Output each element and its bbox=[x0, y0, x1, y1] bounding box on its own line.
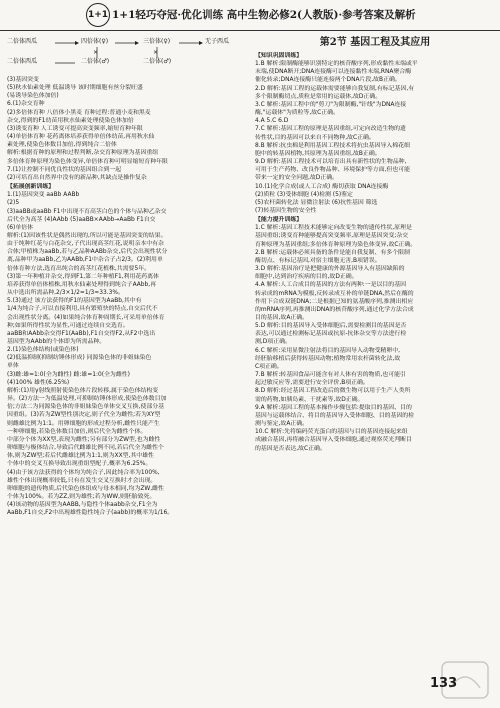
answer-line: AaBb,F1自交,F2中出现雄性隐性纯合子(aabb)的概率为1/16。 bbox=[7, 510, 174, 517]
diagram-tetraploid: 四倍体(♀) bbox=[81, 38, 109, 45]
section-heading: 【拓展创新训练】 bbox=[7, 184, 55, 191]
answer-line: 解析:(1)因该性状是偶然出现的,所以可能是基因突变的结果。 bbox=[7, 232, 167, 239]
answer-line: 8.B 解析:抗虫棉是利用基因工程技术将抗虫基因导入棉花细 bbox=[255, 142, 410, 149]
answer-line: 催化转录;DNA连接酶只能连接两个DNA片段,故B正确。 bbox=[255, 77, 401, 84]
answer-line: (4)100% 雄性(6.25%) bbox=[7, 379, 70, 386]
answer-line: 培养获得单倍体植株,用秋水仙素处理得到纯合子AAbb,再 bbox=[7, 281, 157, 288]
diagram-cross-2: × bbox=[153, 49, 159, 56]
answer-line: 多倍体育种原理为染色体变异,单倍体育种可明显缩短育种年限 bbox=[7, 158, 168, 165]
right-answer-text bbox=[255, 52, 495, 453]
diagram-cross-1: × bbox=[93, 49, 99, 56]
left-answer-text bbox=[7, 76, 249, 517]
answer-line: 2.(1)染色体结构(或染色体) bbox=[7, 347, 79, 354]
answer-line: 个体为100%。若为ZZ,则为雄性;若为WW,则胚胎致死。 bbox=[7, 493, 156, 500]
diagram-diploid-male-2: 二倍体(♂) bbox=[143, 58, 172, 65]
answer-line: (2)低温抑制(抑制纺锤体形成) 同源染色体的非姐妹染色 bbox=[7, 355, 152, 362]
answer-line: 的mRNA序列,再推测出DNA的核苷酸序列,通过化学方法合成 bbox=[255, 306, 414, 313]
answer-line: 后代全为高茎 (4)AAbb (5)aaBB×AAbb→AaBb F1自交 bbox=[7, 216, 156, 223]
answer-line: 会出现性状分离。(4)如果纯合体育种周期长,可采用单倍体育 bbox=[7, 314, 165, 321]
answer-line: 从中选出所需品种,2/3×1/2=1/3≈33.3%。 bbox=[7, 290, 124, 297]
running-title: 1+1轻巧夺冠·优化训练 高中生物必修2(人教版)·参考答案及解析 bbox=[112, 9, 416, 21]
answer-line: (2)多倍体育种 八倍体小黑麦 育种过程:普通小麦和黑麦 bbox=[7, 109, 151, 116]
answer-line: (2)可培育出自然界中没有的新品种,其缺点是操作复杂 bbox=[7, 174, 147, 181]
answer-line: (3)基因突变 bbox=[7, 77, 39, 83]
section-heading: 【知识巩固训练】 bbox=[255, 53, 303, 59]
answer-line: 由于纯种红花与白花杂交,子代出现高茎红花,说明亲本中有杂 bbox=[7, 241, 164, 248]
answer-line: 起过敏反应等,需要进行安全评价,B项正确。 bbox=[255, 380, 369, 387]
answer-line: 一种卵细胞,若染色体数目加倍,则后代全为雌性个体。 bbox=[7, 428, 147, 435]
answer-line: (3)诱变育种 人工诱变可提高突变频率,缩短育种年限 bbox=[7, 125, 143, 132]
answer-line: 异。(2)方法一为低温处理,可抑制纺锤体形成,使染色体数目加 bbox=[7, 396, 167, 403]
answer-line: 杂交,得到的F1幼苗用秋水仙素处理使染色体加倍 bbox=[7, 117, 134, 124]
answer-line: 基因与运载体结合、将目的基因导入受体细胞、目的基因的检 bbox=[255, 412, 415, 419]
section-title: 第2节 基因工程及其应用 bbox=[319, 37, 431, 48]
answer-line: 离,品种甲为aaBb,乙为AABb,F1中杂合子占2/3。(2)利用单 bbox=[7, 257, 163, 264]
diagram-diploid-male-1: 二倍体(♂) bbox=[81, 58, 110, 65]
answer-line: 个体中的交叉互换导致出现重组型配子,概率为6.25%。 bbox=[7, 461, 152, 468]
answer-line: 细胞中,达到治疗疾病的目的,故D正确。 bbox=[255, 274, 358, 281]
answer-line: (2)5 bbox=[7, 200, 20, 207]
answer-line: (4)该动物的基因型为AABB,与隐性个体aabb杂交,F1全为 bbox=[7, 502, 158, 509]
answer-line: 7.(1)让控制不同优良性状的基因组合到一起 bbox=[7, 166, 122, 173]
answer-line: 多个限制酶切点,质粒是常用的运载体,故D正确。 bbox=[255, 93, 382, 100]
answer-line: 2.B 解析:运载体必须具备的条件是能自我复制、有多个限制 bbox=[255, 249, 410, 256]
diagram-parent-top: 二倍体西瓜 bbox=[7, 38, 38, 45]
answer-line: aaBB和AAbb杂交得F1(AaBb),F1自交得F2,从F2中选出 bbox=[7, 330, 156, 337]
answer-line: 表达,可以通过检测标记基因或抗原-抗体杂交等方法进行检 bbox=[255, 331, 407, 338]
answer-line: 解析:根据育种的原理和过程判断,杂交育种原理为基因重组 bbox=[7, 150, 159, 157]
answer-line: 酶切点、有标记基因,对宿主细胞无害,B项错误。 bbox=[255, 257, 381, 264]
answer-line: 成融合基因,再将融合基因导入受体细胞,通过观察荧光判断目 bbox=[255, 437, 412, 444]
answer-line: 5.D 解析:目的基因导入受体细胞后,需要检测目的基因是否 bbox=[255, 323, 407, 330]
answer-line: 7.C 解析:基因工程的原理是基因重组,可定向改造生物的遗 bbox=[255, 126, 406, 133]
answer-line: 3.D 解析:基因治疗是把健康的外源基因导入有基因缺陷的 bbox=[255, 266, 405, 273]
answer-line: 体,则为ZW型;若后代雌雄比例为1:1,则为XX型,其中雄性 bbox=[7, 453, 154, 460]
answer-line: 10.C 解析:先将编码荧光蛋白的基因与目的基因连接起来组 bbox=[255, 429, 408, 436]
answer-line: 酶,"运载体"为质粒等,故C正确。 bbox=[255, 110, 339, 117]
answer-line: 转录成的mRNA为模板,反转录成互补的单链DNA,然后在酶的 bbox=[255, 290, 414, 297]
answer-line: 基因型为AAbb的个体即为所需品种。 bbox=[7, 339, 106, 345]
answer-line: 目的基因,故A正确。 bbox=[255, 315, 309, 321]
answer-line: (4)单倍体育种 花药离体培养获得单倍体幼苗,再用秋水仙 bbox=[7, 134, 155, 141]
answer-line: (7)转基因生物的安全性 bbox=[255, 207, 317, 214]
answer-line: 卵细胞的遗传物质,后代染色体组成与母本相同,均为ZW,雌性 bbox=[7, 485, 164, 492]
answer-line: 因重组。(3)若为ZW型性别决定,则子代全为雌性;若为XY型 bbox=[7, 412, 161, 419]
answer-line: 育种原理为基因重组;多倍体育种原理为染色体变异,故C正确。 bbox=[255, 241, 417, 248]
answer-line: (2)质粒 (3)受体细胞 (4)检测 (5)鉴定 bbox=[255, 191, 353, 198]
answer-line: 末端,使DNA断开;DNA连接酶可以连接黏性末端,RNA聚合酶 bbox=[255, 69, 412, 76]
left-column bbox=[7, 36, 249, 517]
answer-line: 解析:(1)用γ射线照射使染色体片段转移,属于染色体结构变 bbox=[7, 387, 159, 394]
answer-line: 种;如果所得性状为显性,可通过连续自交选育。 bbox=[7, 322, 129, 329]
answer-line: (5)秋水仙素处理 低温诱导 该时期细胞有丝分裂旺盛 bbox=[7, 85, 143, 92]
diagram-triploid: 三倍体(♀) bbox=[143, 38, 171, 45]
answer-line: 9.D 解析:基因工程技术可以培育出具有新性状的生物品种, bbox=[255, 159, 407, 166]
answer-line: 作用下合成双链DNA;二是根据已知的氨基酸序列,推测出相应 bbox=[255, 298, 414, 305]
answer-line: 雄性个体出现概率较低,只有在发生交叉互换时才会出现。 bbox=[7, 477, 157, 484]
answer-line: 6.C 解析:采用显微注射法将目的基因导入动物受精卵中, bbox=[255, 347, 401, 354]
diagram-parent-bottom: 二倍体西瓜 bbox=[7, 58, 38, 65]
answer-line: 素处理,使染色体数目加倍,得到纯合二倍体 bbox=[7, 142, 117, 149]
answer-line: (3)雌:雄=1:0(全为雌性) 雌:雄=1:0(全为雌性) bbox=[7, 371, 130, 378]
answer-line: 2.D 解析:基因工程的运载体需要能够自我复制,有标记基因,有 bbox=[255, 85, 415, 92]
answer-line: 经胚胎移植后获得转基因动物;植物常用农杆菌转化法,故 bbox=[255, 355, 401, 362]
answer-line: (3)第一年种植并杂交,得到F1,第二年种植F1,利用花药离体 bbox=[7, 273, 159, 280]
answer-line: 需的药物,如胰岛素、干扰素等,故D正确。 bbox=[255, 396, 364, 403]
answer-line: 测,D项正确。 bbox=[255, 339, 291, 346]
answer-line: (5)农杆菌转化法 显微注射法 (6)抗性基因 筛选 bbox=[255, 199, 378, 206]
answer-line: 带来一定的安全问题,故D正确。 bbox=[255, 175, 338, 182]
answer-line: 单体 bbox=[7, 363, 19, 370]
answer-line: 基因重组;诱变育种能够提高突变频率,原理是基因突变;杂交 bbox=[255, 233, 409, 240]
answer-line: 中部分个体为XX型,表现为雌性;另有部分为ZW型,也为雌性 bbox=[7, 436, 161, 443]
answer-line: (4)由于该方法获得的个体均为纯合子,因此纯合率为100%, bbox=[7, 469, 160, 476]
answer-line: 7.B 解析:转基因食品可能含有对人体有害的物质,也可能引 bbox=[255, 372, 406, 379]
answer-line: 1.(1)基因突变 aaBb AABb bbox=[7, 192, 80, 199]
answer-line: 测与鉴定,故A正确。 bbox=[255, 421, 309, 428]
answer-line: 1/4为纯合子,可以直接利用,具有繁殖快的特点,自交后代不 bbox=[7, 306, 158, 313]
section-heading: 【能力提升训练】 bbox=[255, 217, 303, 224]
answer-line: 9.A 解析:基因工程的基本操作步骤包括:提取目的基因、目的 bbox=[255, 404, 412, 411]
answer-line: 1.C 解析:基因工程技术能够定向改变生物的遗传性状,原理是 bbox=[255, 225, 412, 232]
answer-line: 合体;甲植株为aaBb,若与乙品种AABb杂交,后代会出现性状分 bbox=[7, 249, 168, 256]
page-header bbox=[0, 0, 500, 31]
answer-line: 倍;方法二为同源染色体的非姐妹染色单体交叉互换,使部分基 bbox=[7, 404, 165, 411]
answer-line: 的基因是否表达,故C正确。 bbox=[255, 445, 326, 452]
brand-logo: 1+1 bbox=[86, 3, 110, 27]
diagram-seedless: 无子西瓜 bbox=[205, 38, 230, 45]
answer-line: (3)aaBB或aaBb F1中出现不育高茎白色的个体与品种乙杂交 bbox=[7, 208, 167, 215]
page-number: 133 bbox=[430, 676, 458, 691]
answer-line: 4.A 5.C 6.D bbox=[255, 118, 289, 125]
answer-line: 4.A 解析:人工合成目的基因的方法有两种:一是以目的基因 bbox=[255, 282, 406, 289]
answer-line: (6)单倍体 bbox=[7, 224, 34, 231]
answer-line: 倍体育种方法,选育出纯合的高茎红花植株,共需要5年。 bbox=[7, 265, 150, 272]
answer-line: 胞中的转基因植物,其原理为基因重组,故B正确。 bbox=[255, 150, 381, 157]
answer-line: 1.B 解析:限制酶能够识别特定的核苷酸序列,形成黏性末端或平 bbox=[255, 61, 418, 68]
answer-line: C项正确。 bbox=[255, 363, 283, 370]
answer-line: 8.D 解析:经过基因工程改造后的微生物可以用于生产人类所 bbox=[255, 388, 411, 395]
answer-line: 6.(1)杂交育种 bbox=[7, 101, 45, 108]
answer-line: 传性状,目的基因可以来自不同物种,故C正确。 bbox=[255, 134, 375, 141]
answer-line: 3.C 解析:基因工程中的"剪刀"为限制酶,"针线"为DNA连接 bbox=[255, 101, 407, 108]
breeding-diagram bbox=[7, 36, 249, 76]
answer-line: 5.(3)通过 该方法获得的F1的基因型为AaBb,其中有 bbox=[7, 298, 142, 305]
right-column bbox=[255, 36, 495, 453]
answer-line: 10.(1)化学合成(或人工合成) 酶切获取 DNA连接酶 bbox=[255, 183, 389, 190]
answer-line: 则雌雄比例为1:1。用卵细胞的形成过程分析,雌性只能产生 bbox=[7, 420, 160, 427]
answer-line: 可用于生产药物、改良作物品种、环境保护等方面,但也可能 bbox=[255, 167, 411, 174]
answer-line: 卵细胞与极体结合,导致后代雌雄比例不同,若后代全为雌性个 bbox=[7, 445, 164, 452]
answer-line: (易诱导染色体加倍) bbox=[7, 93, 59, 100]
